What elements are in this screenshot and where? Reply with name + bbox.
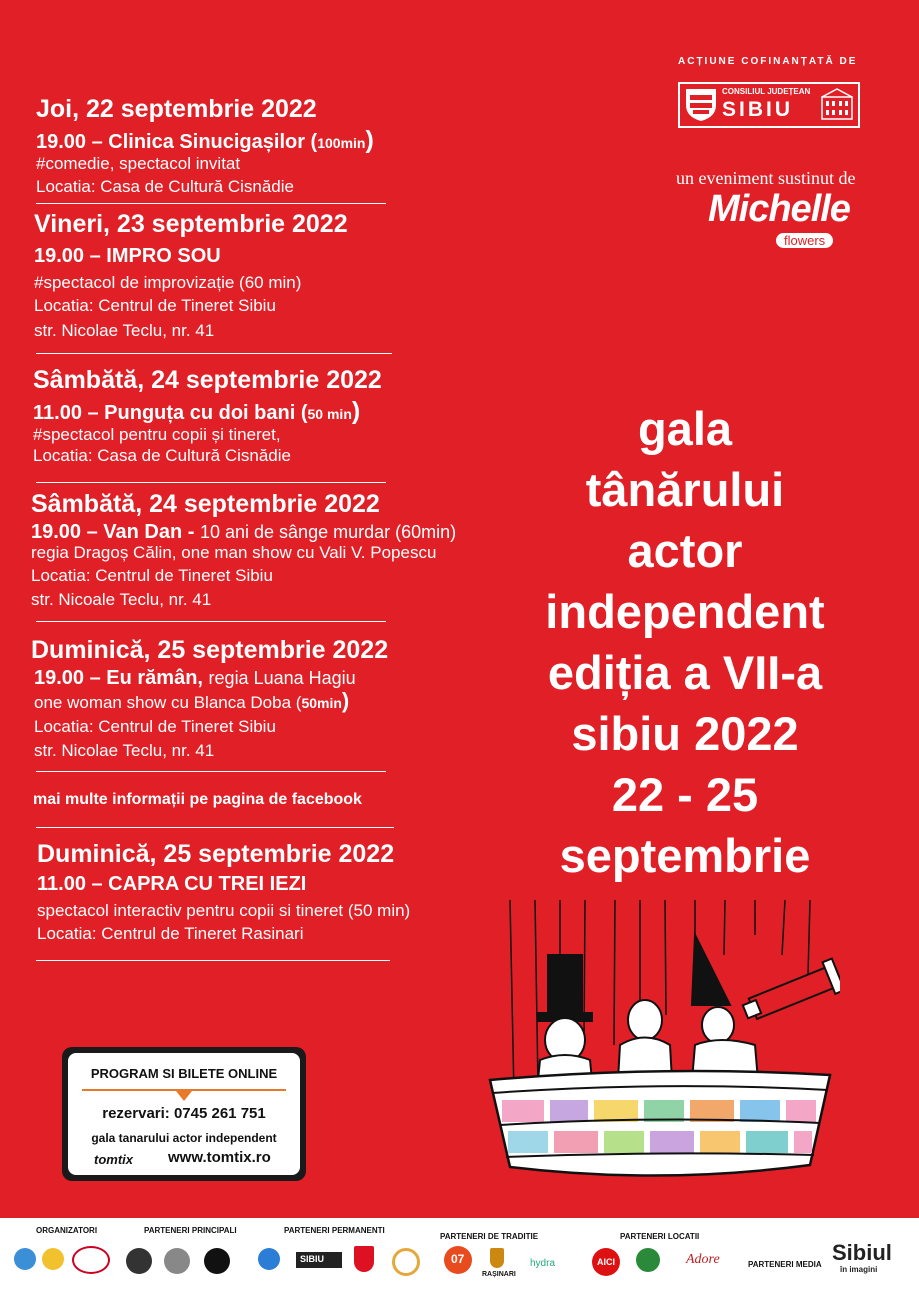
partner-logo	[204, 1248, 230, 1274]
event-address: str. Nicolae Teclu, nr. 41	[34, 321, 215, 340]
event-location: Locatia: Casa de Cultură Cisnădie	[33, 446, 291, 465]
becomo-logo	[14, 1248, 36, 1270]
arrow-down-icon	[176, 1091, 192, 1101]
sibiul-logo-sub: în imagini	[840, 1265, 878, 1274]
label-locatii: PARTENERI LOCATII	[620, 1232, 700, 1241]
eye-logo	[72, 1246, 110, 1274]
council-line1: CONSILIUL JUDEȚEAN	[722, 87, 811, 96]
sponsor-brand: Michelle	[708, 188, 850, 230]
separator	[36, 827, 394, 828]
logo-07: 07	[451, 1252, 465, 1266]
event-6	[37, 840, 410, 944]
event-location: Locatia: Centrul de Tineret Sibiu	[31, 566, 273, 585]
partner-logo	[42, 1248, 64, 1270]
partner-logo	[392, 1248, 420, 1276]
event-date: Sâmbătă, 24 septembrie 2022	[33, 366, 382, 394]
gala-line: tânărului	[585, 463, 785, 516]
event-title: 19.00 – Clinica Sinucigașilor (100min)	[36, 126, 374, 154]
crest-icon	[354, 1246, 374, 1272]
ticket-inner	[68, 1053, 300, 1175]
event-title: 19.00 – Eu rămân, regia Luana Hagiu	[34, 667, 356, 689]
event-title: 11.00 – CAPRA CU TREI IEZI	[37, 873, 307, 895]
sibiul-logo: Sibiul	[832, 1240, 892, 1265]
event-2	[34, 210, 348, 341]
crest-icon	[490, 1248, 504, 1268]
cofinantare-label: ACȚIUNE COFINANȚATĂ DE	[678, 56, 858, 67]
separator	[36, 353, 392, 354]
partner-logo	[636, 1248, 660, 1272]
event-location: Locatia: Centrul de Tineret Sibiu	[34, 296, 276, 315]
separator	[36, 482, 386, 483]
sponsor-sub: flowers	[776, 233, 833, 248]
ticket-phone: rezervari: 0745 261 751	[102, 1105, 266, 1122]
event-location: Locatia: Casa de Cultură Cisnădie	[36, 177, 294, 196]
ticket-url[interactable]: www.tomtix.ro	[168, 1149, 271, 1166]
gala-title	[485, 398, 885, 886]
ticket-box	[62, 1047, 306, 1181]
hydra-logo: hydra	[530, 1258, 556, 1269]
crest-icon	[684, 87, 718, 123]
gala-line: independent	[545, 585, 825, 638]
sibiu-logo: SIBIU	[300, 1254, 325, 1264]
council-logo	[678, 82, 860, 128]
gala-line: sibiu 2022	[571, 707, 799, 760]
event-desc: spectacol interactiv pentru copii si tineret (50 min)	[37, 901, 411, 920]
building-icon	[820, 87, 854, 121]
label-permanenti: PARTENERI PERMANENTI	[284, 1226, 385, 1235]
event-address: str. Nicoale Teclu, nr. 41	[31, 590, 212, 609]
event-date: Duminică, 25 septembrie 2022	[37, 840, 395, 868]
gala-line: 22 - 25	[611, 768, 759, 821]
gala-line: actor	[627, 524, 743, 577]
partner-logo	[164, 1248, 190, 1274]
event-date: Sâmbătă, 24 septembrie 2022	[31, 490, 380, 518]
event-desc: #comedie, spectacol invitat	[36, 154, 241, 173]
label-media: PARTENERI MEDIA	[748, 1260, 822, 1269]
balloon-basket-illustration	[480, 895, 840, 1195]
partner-logo	[126, 1248, 152, 1274]
council-line2: SIBIU	[722, 98, 794, 121]
partner-logo	[258, 1248, 280, 1270]
event-desc: #spectacol pentru copii și tineret,	[33, 425, 281, 444]
event-title: 11.00 – Punguța cu doi bani (50 min)	[33, 397, 361, 425]
separator	[36, 203, 386, 204]
event-title: 19.00 – IMPRO SOU	[34, 245, 221, 267]
adore-logo: Adore	[686, 1252, 720, 1267]
partners-strip	[0, 1218, 919, 1300]
event-date: Vineri, 23 septembrie 2022	[34, 210, 348, 238]
event-title: 19.00 – Van Dan - 10 ani de sânge murdar (60min)	[31, 521, 457, 543]
gala-line: septembrie	[559, 829, 811, 882]
ticket-header: PROGRAM SI BILETE ONLINE	[90, 1066, 278, 1081]
event-cast: one woman show cu Blanca Doba (50min)	[34, 688, 350, 713]
label-traditie: PARTENERI DE TRADITIE	[440, 1232, 539, 1241]
event-3	[33, 366, 382, 466]
event-date: Duminică, 25 septembrie 2022	[31, 636, 389, 664]
event-location: Locatia: Centrul de Tineret Sibiu	[34, 717, 276, 736]
logo-aici: AICI	[597, 1257, 615, 1267]
sponsor-intro: un eveniment sustinut de	[676, 168, 856, 188]
event-location: Locatia: Centrul de Tineret Rasinari	[37, 924, 304, 943]
event-address: str. Nicolae Teclu, nr. 41	[34, 741, 215, 760]
event-desc: #spectacol de improvizație (60 min)	[34, 273, 302, 292]
separator	[36, 960, 390, 961]
gala-line: ediția a VII-a	[547, 646, 823, 699]
event-director: regia Dragoș Călin, one man show cu Vali V. Popescu	[31, 543, 437, 562]
ticket-tagline: gala tanarului actor independent	[91, 1131, 277, 1145]
facebook-note: mai multe informații pe pagina de facebook	[33, 791, 362, 808]
tomtix-logo: tomtix	[94, 1152, 133, 1167]
event-4	[31, 490, 456, 610]
event-date: Joi, 22 septembrie 2022	[36, 95, 317, 123]
event-1	[36, 95, 374, 197]
event-5	[31, 636, 388, 761]
separator	[36, 621, 386, 622]
label-principali: PARTENERI PRINCIPALI	[144, 1226, 237, 1235]
label-organizatori: ORGANIZATORI	[36, 1226, 98, 1235]
gala-line: gala	[637, 402, 733, 455]
rasinari-logo: RAȘINARI	[482, 1271, 516, 1278]
separator	[36, 771, 386, 772]
